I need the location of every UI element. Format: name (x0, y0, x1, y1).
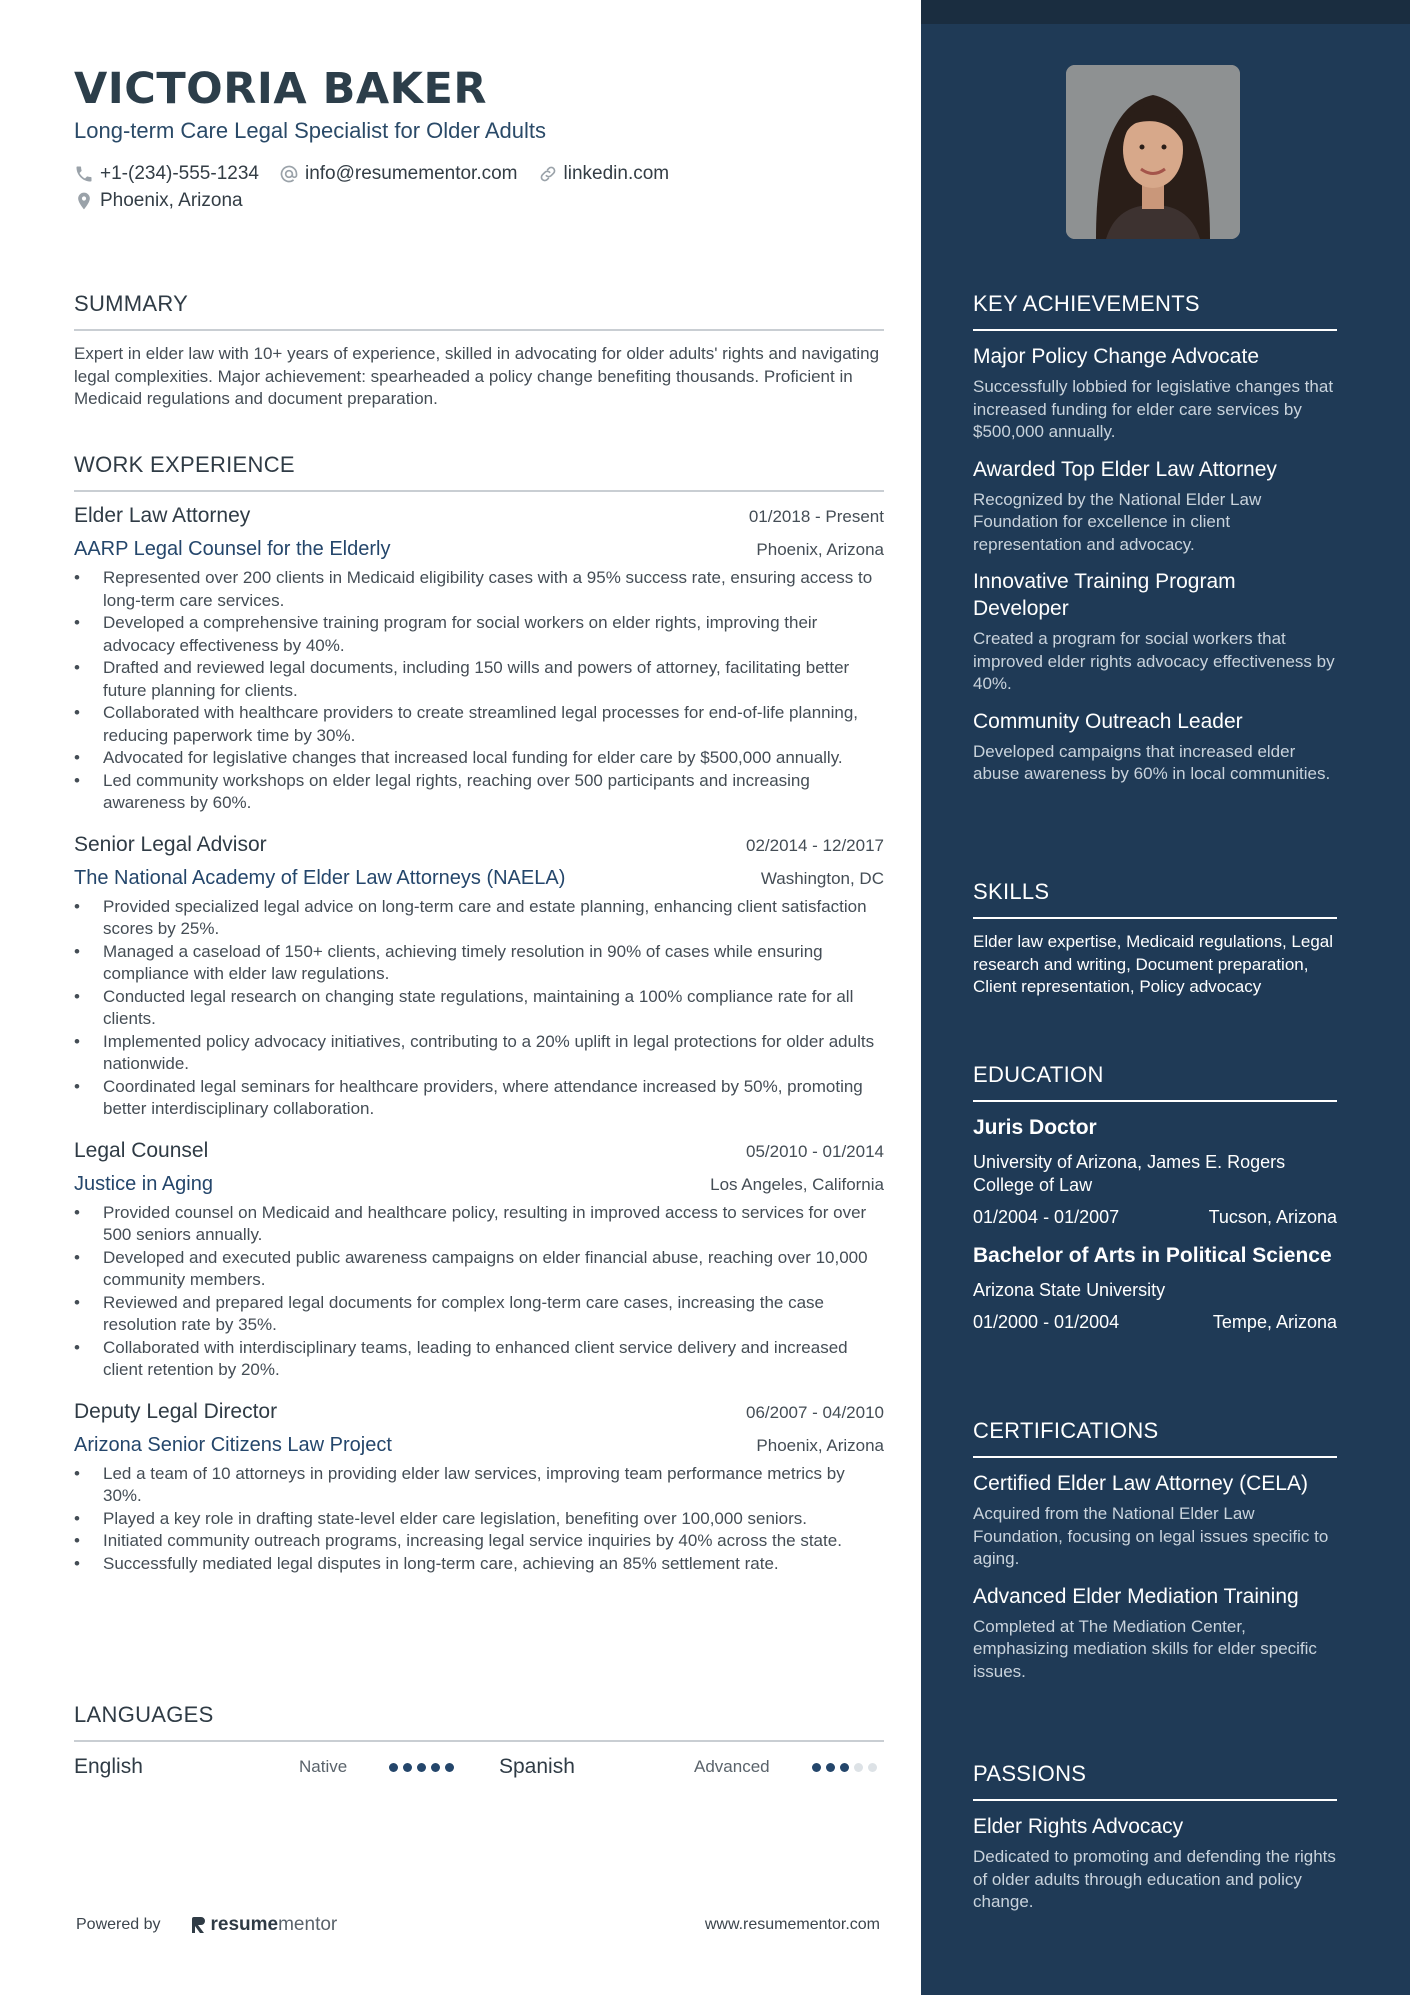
summary-heading: SUMMARY (74, 291, 884, 331)
achievement-title: Awarded Top Elder Law Attorney (973, 457, 1277, 481)
rating-dot-filled (445, 1763, 454, 1772)
job-role: Senior Legal Advisor (74, 832, 267, 856)
bullet-item: • Drafted and reviewed legal documents, including 150 wills and powers of attorney, facilitating better future planning for clients. (74, 657, 884, 702)
summary-text: Expert in elder law with 10+ years of experience, skilled in advocating for older adults' rights and navigating legal complexities. Major achievement: spearheaded a policy change benefiting thousands. Proficient in Medicaid regulations and document preparation. (74, 344, 880, 408)
summary-section (74, 291, 884, 411)
bullet-item: • Conducted legal research on changing state regulations, maintaining a 100% compliance rate for all clients. (74, 986, 884, 1031)
passion-item (973, 1813, 1337, 1914)
bullet-item: • Advocated for legislative changes that increased local funding for elder care by $500,000 annually. (74, 747, 884, 770)
contact-location (74, 190, 243, 212)
job-dates: 01/2018 - Present (748, 507, 884, 526)
certifications-heading: CERTIFICATIONS (973, 1418, 1337, 1458)
achievements-section (973, 291, 1337, 786)
achievement-title: Community Outreach Leader (973, 709, 1243, 733)
job-location: Phoenix, Arizona (756, 1435, 884, 1455)
achievement-title: Major Policy Change Advocate (973, 345, 1259, 368)
bullet-item: • Implemented policy advocacy initiatives, contributing to a 20% uplift in legal protections for older adults nationwide. (74, 1031, 884, 1076)
skills-section (973, 879, 1337, 999)
job-entry (74, 1400, 884, 1576)
achievement-desc: Developed campaigns that increased elder abuse awareness by 60% in local communities. (973, 741, 1331, 783)
job-dates: 02/2014 - 12/2017 (745, 835, 884, 855)
bullet-item: • Led a team of 10 attorneys in providing elder law services, improving team performance metrics by 30%. (74, 1463, 884, 1508)
rating-dot-filled (840, 1763, 849, 1772)
powered-by (76, 1914, 337, 1936)
email-text: info@resumementor.com (304, 162, 518, 184)
certification-title: Advanced Elder Mediation Training (973, 1584, 1299, 1608)
profile-photo (1066, 65, 1240, 239)
bullet-item: • Initiated community outreach programs, increasing legal service inquiries by 40% across the state. (74, 1530, 884, 1553)
job-company: AARP Legal Counsel for the Elderly (74, 538, 391, 560)
contact-linkedin[interactable] (538, 163, 670, 185)
achievement-desc: Successfully lobbied for legislative changes that increased funding for elder care services by $500,000 annually. (973, 377, 1334, 441)
profile-photo-image (1066, 65, 1240, 239)
job-bullets (74, 567, 884, 815)
brand-name-bold: resume (210, 1914, 279, 1935)
job-entry (74, 1139, 884, 1382)
resumementor-logo-icon (191, 1915, 207, 1935)
linkedin-text: linkedin.com (563, 162, 670, 184)
bullet-item: • Provided counsel on Medicaid and healthcare policy, resulting in improved access to services for over 500 seniors annually. (74, 1202, 884, 1247)
rating-dot-empty (868, 1763, 877, 1772)
languages-section (74, 1702, 884, 1782)
rating-dot-filled (403, 1763, 412, 1772)
skills-text: Elder law expertise, Medicaid regulations, Legal research and writing, Document preparation, Client representation, Policy advocacy (973, 932, 1334, 996)
achievement-desc: Recognized by the National Elder Law Foundation for excellence in client representation and advocacy. (973, 489, 1262, 554)
contact-email[interactable] (279, 163, 518, 185)
job-entry (74, 833, 884, 1121)
rating-dot-filled (812, 1763, 821, 1772)
passion-desc: Dedicated to promoting and defending the rights of older adults through education and policy change. (973, 1847, 1336, 1911)
sidebar (921, 0, 1410, 1995)
achievement-item (973, 456, 1337, 557)
job-location: Los Angeles, California (710, 1174, 884, 1194)
achievements-heading: KEY ACHIEVEMENTS (973, 291, 1337, 331)
job-bullets (74, 1202, 884, 1382)
candidate-name: VICTORIA BAKER (74, 64, 487, 114)
education-item (973, 1242, 1337, 1333)
job-bullets (74, 896, 884, 1121)
passions-section (973, 1761, 1337, 1914)
job-dates: 06/2007 - 04/2010 (745, 1402, 884, 1422)
brand-logo[interactable] (191, 1914, 338, 1936)
sidebar-top-bar (921, 0, 1410, 24)
certification-item (973, 1470, 1337, 1571)
achievement-desc: Created a program for social workers that improved elder rights advocacy effectiveness by 40%. (973, 629, 1335, 693)
language-name: Spanish (499, 1755, 575, 1778)
education-location: Tempe, Arizona (1212, 1312, 1337, 1332)
job-bullets (74, 1463, 884, 1576)
bullet-item: • Developed and executed public awareness campaigns on elder financial abuse, reaching over 10,000 community members. (74, 1247, 884, 1292)
bullet-item: • Successfully mediated legal disputes in long-term care, achieving an 85% settlement rate. (74, 1553, 884, 1576)
certification-desc: Acquired from the National Elder Law Foundation, focusing on legal issues specific to aging. (973, 1504, 1329, 1568)
certifications-section (973, 1418, 1337, 1683)
job-role: Elder Law Attorney (74, 504, 251, 527)
education-item (973, 1114, 1337, 1228)
education-degree: Juris Doctor (973, 1116, 1097, 1139)
footer-website[interactable]: www.resumementor.com (704, 1916, 880, 1933)
certification-desc: Completed at The Mediation Center, emphasizing mediation skills for elder specific issues. (973, 1616, 1317, 1681)
link-icon (538, 164, 558, 184)
rating-dot-empty (854, 1763, 863, 1772)
certification-item (973, 1583, 1337, 1684)
bullet-item: • Provided specialized legal advice on long-term care and estate planning, enhancing client satisfaction scores by 25%. (74, 896, 884, 941)
bullet-item: • Played a key role in drafting state-level elder care legislation, benefiting over 100,000 seniors. (74, 1508, 884, 1531)
contact-phone[interactable] (74, 163, 259, 185)
location-pin-icon (74, 191, 94, 211)
phone-icon (74, 164, 94, 184)
achievement-title: Innovative Training Program Developer (973, 570, 1236, 620)
passion-title: Elder Rights Advocacy (973, 1815, 1184, 1838)
education-dates: 01/2000 - 01/2004 (973, 1312, 1120, 1332)
location-text: Phoenix, Arizona (100, 189, 243, 211)
job-role: Legal Counsel (74, 1138, 209, 1162)
job-dates: 05/2010 - 01/2014 (745, 1141, 884, 1161)
language-level: Advanced (694, 1757, 770, 1776)
candidate-title: Long-term Care Legal Specialist for Older Adults (74, 118, 547, 143)
job-company: Justice in Aging (74, 1172, 213, 1195)
bullet-item: • Reviewed and prepared legal documents for complex long-term care cases, increasing the case resolution rate by 35%. (74, 1292, 884, 1337)
job-company: Arizona Senior Citizens Law Project (74, 1433, 392, 1456)
education-section (973, 1062, 1337, 1333)
experience-heading: WORK EXPERIENCE (74, 452, 884, 492)
education-school: University of Arizona, James E. Rogers College of Law (973, 1152, 1286, 1195)
language-rating (812, 1763, 877, 1772)
job-role: Deputy Legal Director (74, 1399, 278, 1423)
skills-heading: SKILLS (973, 879, 1337, 919)
at-icon (279, 164, 299, 184)
rating-dot-filled (826, 1763, 835, 1772)
education-location: Tucson, Arizona (1208, 1207, 1337, 1227)
job-location: Washington, DC (760, 868, 884, 888)
achievement-item (973, 708, 1337, 786)
language-name: English (74, 1755, 143, 1778)
bullet-item: • Coordinated legal seminars for healthcare providers, where attendance increased by 50%, promoting better interdisciplinary collaboration. (74, 1076, 884, 1121)
contact-info (74, 160, 874, 214)
bullet-item: • Represented over 200 clients in Medicaid eligibility cases with a 95% success rate, ensuring access to long-term care services. (74, 567, 884, 612)
powered-by-label: Powered by (76, 1916, 161, 1933)
education-degree: Bachelor of Arts in Political Science (973, 1244, 1332, 1267)
bullet-item: • Led community workshops on elder legal rights, reaching over 500 participants and increasing awareness by 60%. (74, 770, 884, 815)
experience-section (74, 452, 884, 1575)
languages-row (74, 1752, 884, 1782)
education-heading: EDUCATION (973, 1062, 1337, 1102)
footer (76, 1914, 880, 1936)
job-company: The National Academy of Elder Law Attorneys (NAELA) (74, 866, 566, 889)
job-location: Phoenix, Arizona (756, 540, 884, 559)
phone-text: +1-(234)-555-1234 (100, 162, 259, 184)
bullet-item: • Collaborated with interdisciplinary teams, leading to enhanced client service delivery and increased client retention by 20%. (74, 1337, 884, 1382)
achievement-item (973, 568, 1337, 696)
education-dates: 01/2004 - 01/2007 (973, 1207, 1120, 1227)
job-entry (74, 504, 884, 815)
passions-heading: PASSIONS (973, 1761, 1337, 1801)
brand-name-light: mentor (278, 1914, 338, 1935)
languages-heading: LANGUAGES (74, 1702, 884, 1742)
bullet-item: • Developed a comprehensive training program for social workers on elder rights, improving their advocacy effectiveness by 40%. (74, 612, 884, 657)
certification-title: Certified Elder Law Attorney (CELA) (973, 1472, 1308, 1495)
language-level: Native (299, 1757, 348, 1776)
achievement-item (973, 343, 1337, 444)
rating-dot-filled (389, 1763, 398, 1772)
language-rating (389, 1763, 499, 1772)
rating-dot-filled (431, 1763, 440, 1772)
bullet-item: • Managed a caseload of 150+ clients, achieving timely resolution in 90% of cases while ensuring compliance with elder law regulations. (74, 941, 884, 986)
education-school: Arizona State University (973, 1280, 1166, 1300)
rating-dot-filled (417, 1763, 426, 1772)
bullet-item: • Collaborated with healthcare providers to create streamlined legal processes for end-of-life planning, reducing paperwork time by 30%. (74, 702, 884, 747)
